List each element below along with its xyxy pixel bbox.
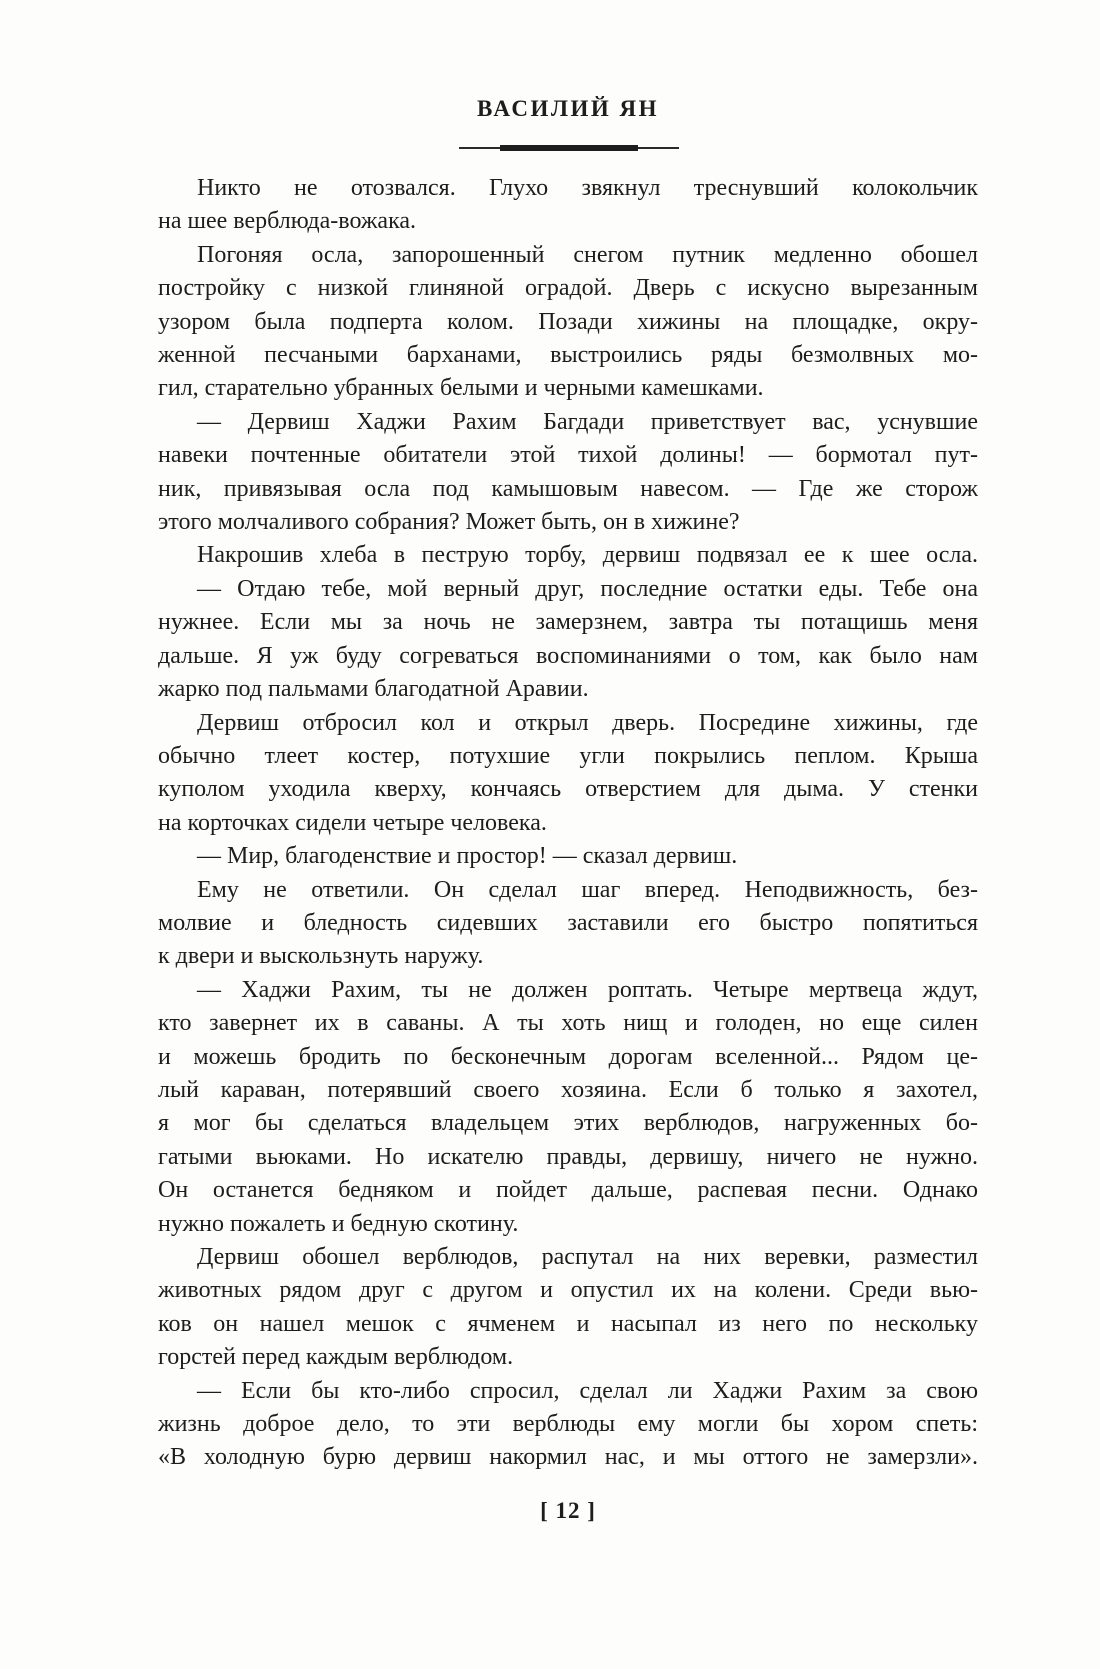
text-line: нужнее. Если мы за ночь не замерзнем, завтра ты потащишь меня [158,609,978,636]
text-line: Погоняя осла, запорошенный снегом путник медленно обошел [197,241,978,268]
text-line: Накрошив хлеба в пеструю торбу, дервиш подвязал ее к шее осла. [197,542,978,569]
text-line: животных рядом друг с другом и опустил их на колени. Среди вью- [158,1277,978,1304]
body-text [158,172,978,1475]
text-line: нужно пожалеть и бедную скотину. [158,1210,519,1237]
text-line: гатыми вьюками. Но искателю правды, дервишу, ничего не нужно. [158,1143,978,1170]
text-line: и можешь бродить по бесконечным дорогам вселенной... Рядом це- [158,1043,978,1070]
text-line: узором была подперта колом. Позади хижины на площадке, окру- [158,308,978,335]
text-line: «В холодную бурю дервиш накормил нас, и мы оттого не замерзли». [158,1444,978,1471]
text-line: на шее верблюда-вожака. [158,208,417,235]
text-line: Никто не отозвался. Глухо звякнул треснувший колокольчик [197,175,978,201]
header-divider [459,145,679,151]
running-head-author: ВАСИЛИЙ ЯН [476,96,660,121]
text-line: лый караван, потерявший своего хозяина. Если б только я захотел, [158,1076,978,1103]
text-line: этого молчаливого собрания? Может быть, он в хижине? [158,509,740,536]
text-line: Дервиш обошел верблюдов, распутал на них веревки, разместил [197,1244,978,1270]
divider-thick-segment [500,145,638,151]
text-line: Он останется бедняком и пойдет дальше, распевая песни. Однако [158,1177,978,1204]
text-line: — Дервиш Хаджи Рахим Багдади приветствует вас, уснувшие [197,408,978,435]
text-line: жизнь доброе дело, то эти верблюды ему могли бы хором спеть: [158,1411,978,1438]
text-line: ков он нашел мешок с ячменем и насыпал из него по нескольку [158,1310,978,1337]
text-line: дальше. Я уж буду согреваться воспоминаниями о том, как было нам [158,642,978,669]
text-line: — Отдаю тебе, мой верный друг, последние остатки еды. Тебе она [197,575,978,602]
text-line: гил, старательно убранных белыми и черными камешками. [158,375,764,402]
text-line: Дервиш отбросил кол и открыл дверь. Посредине хижины, где [197,709,978,736]
text-line: — Хаджи Рахим, ты не должен роптать. Четыре мертвеца ждут, [197,976,978,1003]
text-line: женной песчаными барханами, выстроились ряды безмолвных мо- [158,342,978,369]
text-line: — Мир, благоденствие и простор! — сказал дервиш. [197,843,738,870]
text-line: кто завернет их в саваны. А ты хоть нищ и голоден, но еще силен [158,1010,978,1037]
text-line: обычно тлеет костер, потухшие угли покрылись пеплом. Крыша [158,742,978,769]
text-line: навеки почтенные обитатели этой тихой долины! — бормотал пут- [158,442,978,469]
text-line: куполом уходила кверху, кончаясь отверстием для дыма. У стенки [158,776,978,803]
page-number: [ 12 ] [540,1498,596,1523]
text-line: постройку с низкой глиняной оградой. Дверь с искусно вырезанным [158,275,978,302]
text-line: ник, привязывая осла под камышовым навесом. — Где же сторож [158,475,978,502]
text-line: к двери и выскользнуть наружу. [158,943,484,970]
text-line: — Если бы кто-либо спросил, сделал ли Хаджи Рахим за свою [197,1377,978,1404]
text-line: молвие и бледность сидевших заставили его быстро попятиться [158,909,978,936]
text-line: Ему не ответили. Он сделал шаг вперед. Неподвижность, без- [197,876,978,903]
text-line: горстей перед каждым верблюдом. [158,1344,514,1371]
text-line: на корточках сидели четыре человека. [158,809,547,836]
text-line: я мог бы сделаться владельцем этих верблюдов, нагруженных бо- [158,1110,978,1137]
text-line: жарко под пальмами благодатной Аравии. [158,676,589,703]
